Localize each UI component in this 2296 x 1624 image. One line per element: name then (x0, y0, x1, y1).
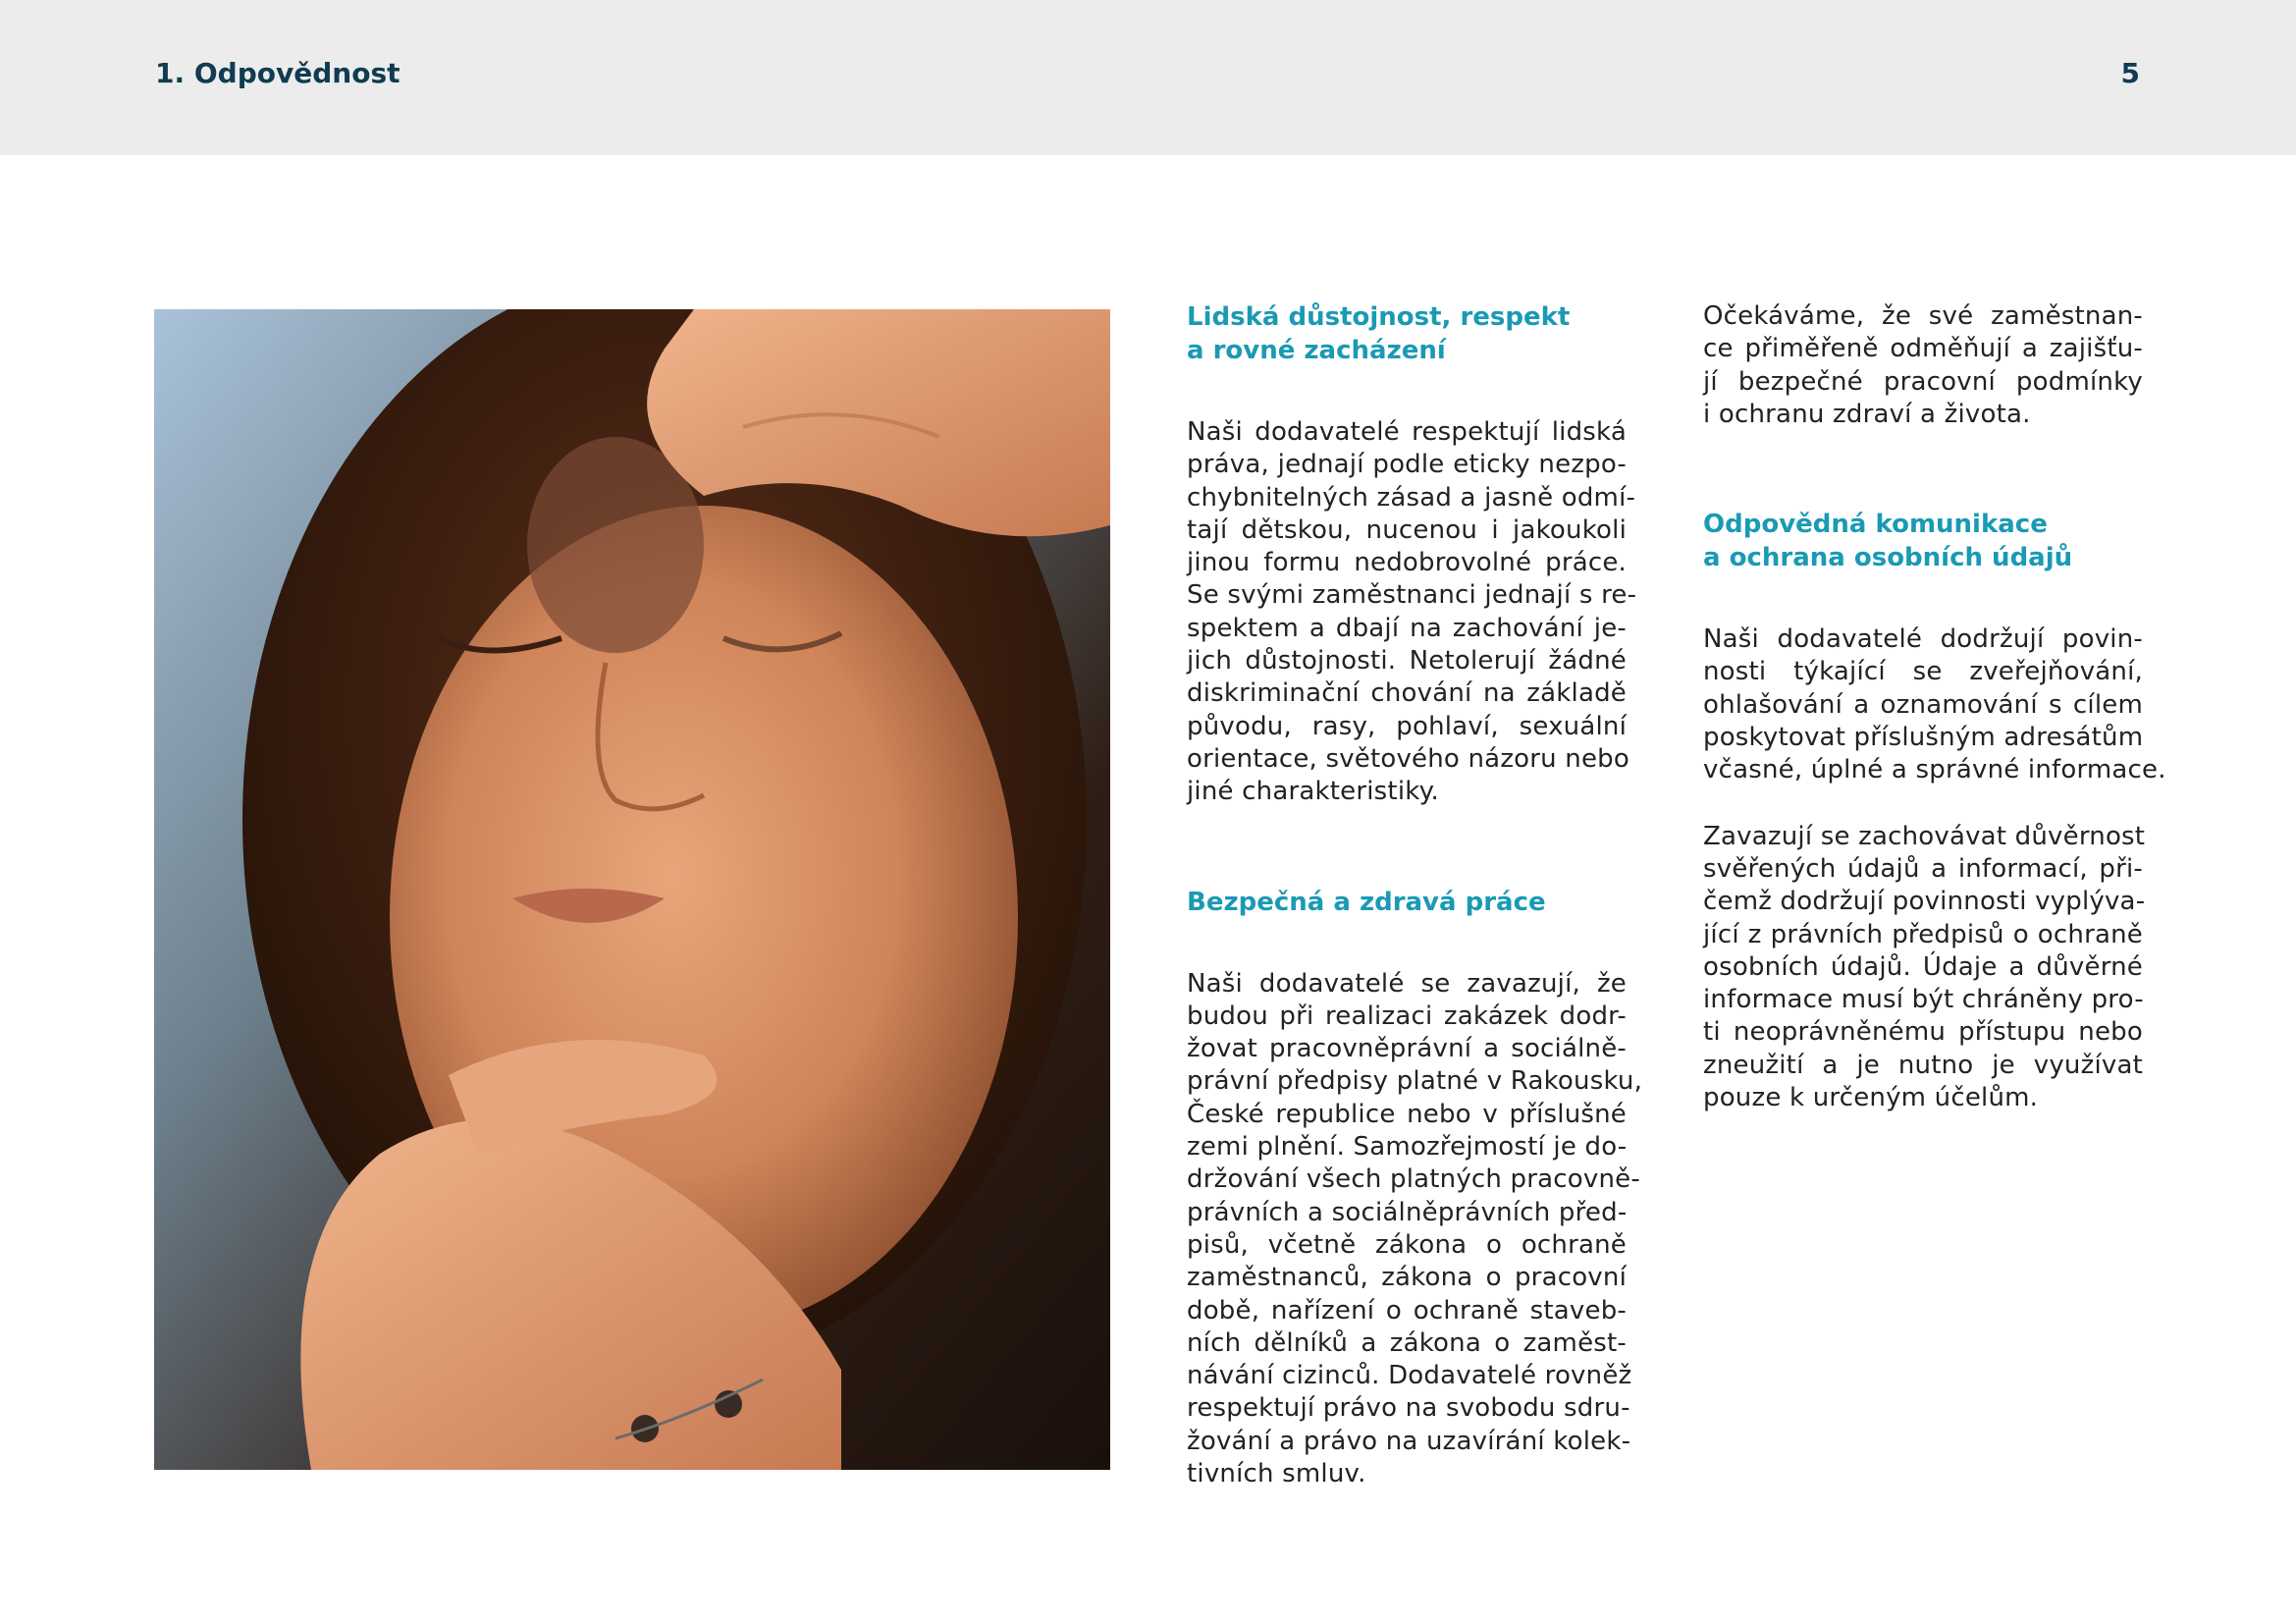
text-line: žování a právo na uzavírání kolek- (1187, 1426, 1631, 1456)
heading-line: a rovné zacházení (1187, 336, 1446, 365)
text-line: čemž dodržují povinnosti vyplýva- (1703, 887, 2146, 917)
text-line: jící z právních předpisů o ochraně (1703, 919, 2143, 949)
text-line: Naši dodavatelé respektují lidská (1187, 417, 1627, 447)
text-line: diskriminační chování na základě (1187, 678, 1627, 709)
text-line: Naši dodavatelé dodržují povin- (1703, 624, 2143, 655)
text-line: svěřených údajů a informací, při- (1703, 853, 2143, 884)
text-line: ti neoprávněnému přístupu nebo (1703, 1017, 2143, 1048)
text-line: právních a sociálněprávních před- (1187, 1197, 1628, 1227)
section-title: 1. Odpovědnost (155, 57, 400, 89)
text-column-1 (1187, 300, 1643, 1490)
text-line: jiné charakteristiky. (1187, 777, 1439, 807)
text-line: chybnitelných zásad a jasně odmí- (1187, 482, 1636, 513)
heading-line: Lidská důstojnost, respekt (1187, 302, 1571, 332)
text-line: spektem a dbají na zachování je- (1187, 613, 1627, 643)
text-line: zaměstnanců, zákona o pracovní (1187, 1263, 1627, 1293)
text-line: jinou formu nedobrovolné práce. (1187, 548, 1627, 578)
page-number: 5 (2120, 57, 2140, 89)
text-line: právní předpisy platné v Rakousku, (1187, 1066, 1643, 1097)
body-paragraph (1703, 623, 2166, 786)
body-paragraph (1187, 416, 1637, 809)
text-line: Se svými zaměstnanci jednají s re- (1187, 580, 1637, 611)
text-line: včasné, úplné a správné informace. (1703, 755, 2166, 785)
text-line: Očekáváme, že své zaměstnan- (1703, 301, 2143, 331)
text-line: zemi plnění. Samozřejmostí je do- (1187, 1132, 1628, 1163)
text-column-2 (1703, 300, 2166, 1114)
body-paragraph (1703, 821, 2146, 1115)
text-line: žovat pracovněprávní a sociálně- (1187, 1034, 1627, 1064)
text-line: držování všech platných pracovně- (1187, 1164, 1640, 1195)
text-line: osobních údajů. Údaje a důvěrné (1703, 951, 2143, 982)
section-heading (1187, 300, 1627, 367)
body-paragraph (1703, 300, 2143, 431)
text-line: jich důstojnosti. Netolerují žádné (1187, 646, 1627, 677)
text-line: i ochranu zdraví a života. (1703, 399, 2031, 429)
portrait-photo (154, 309, 1110, 1470)
text-line: budou při realizaci zakázek dodr- (1187, 1001, 1627, 1031)
text-line: informace musí být chráněny pro- (1703, 985, 2144, 1015)
text-line: nosti týkající se zveřejňování, (1703, 657, 2143, 687)
text-line: práva, jednají podle eticky nezpo- (1187, 450, 1627, 480)
text-line: ních dělníků a zákona o zaměst- (1187, 1327, 1627, 1358)
heading-line: Bezpečná a zdravá práce (1187, 887, 1546, 917)
text-line: jí bezpečné pracovní podmínky (1703, 366, 2143, 397)
text-line: pouze k určeným účelům. (1703, 1083, 2039, 1113)
text-line: době, nařízení o ochraně staveb- (1187, 1295, 1627, 1326)
text-line: orientace, světového názoru nebo (1187, 743, 1629, 774)
section-heading (1703, 508, 2143, 574)
text-line: zneužití a je nutno je využívat (1703, 1050, 2143, 1080)
page-header (0, 0, 2296, 155)
text-line: tají dětskou, nucenou i jakoukoli (1187, 514, 1627, 545)
text-line: ohlašování a oznamování s cílem (1703, 689, 2143, 720)
body-paragraph (1187, 968, 1643, 1491)
section-heading (1187, 886, 1627, 919)
heading-line: a ochrana osobních údajů (1703, 543, 2073, 573)
text-line: návání cizinců. Dodavatelé rovněž (1187, 1361, 1632, 1391)
text-line: Zavazují se zachovávat důvěrnost (1703, 821, 2146, 851)
text-line: respektují právo na svobodu sdru- (1187, 1393, 1630, 1424)
text-line: tivních smluv. (1187, 1459, 1366, 1489)
heading-line: Odpovědná komunikace (1703, 510, 2048, 540)
text-line: pisů, včetně zákona o ochraně (1187, 1229, 1627, 1260)
text-line: poskytovat příslušným adresátům (1703, 723, 2144, 753)
text-line: původu, rasy, pohlaví, sexuální (1187, 711, 1627, 741)
text-line: ce přiměřeně odměňují a zajišťu- (1703, 334, 2143, 364)
text-line: Naši dodavatelé se zavazují, že (1187, 968, 1627, 999)
text-line: České republice nebo v příslušné (1187, 1099, 1627, 1129)
